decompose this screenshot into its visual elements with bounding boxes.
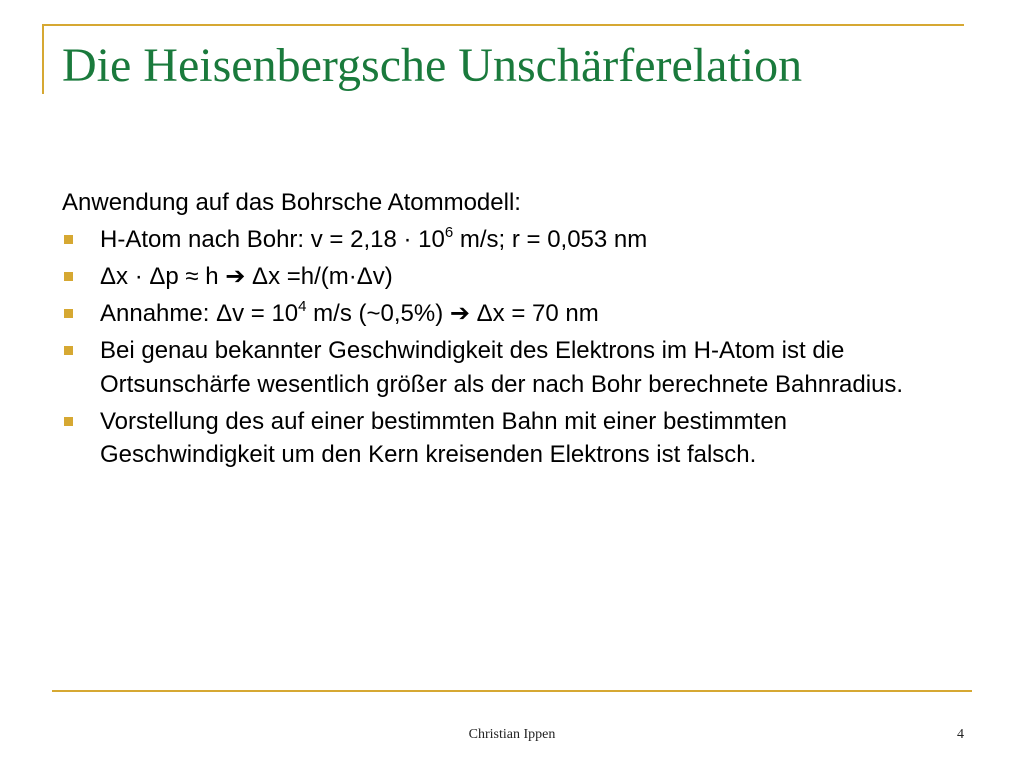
slide-title: Die Heisenbergsche Unschärferelation xyxy=(62,39,803,92)
square-bullet-icon xyxy=(64,272,73,281)
bullet-item xyxy=(62,260,962,293)
slide-content xyxy=(62,186,962,475)
bullet-superscript: 4 xyxy=(298,298,307,316)
square-bullet-icon xyxy=(64,417,73,426)
bullet-text: m/s; r = 0,053 nm xyxy=(453,226,648,254)
bullet-item xyxy=(62,297,962,330)
footer-author: Christian Ippen xyxy=(468,727,556,742)
bullet-text: Δx · Δp ≈ h ➔ Δx =h/(m·Δv) xyxy=(100,263,393,291)
bullet-list xyxy=(62,223,962,471)
square-bullet-icon xyxy=(64,346,73,355)
bullet-text: Vorstellung des auf einer bestimmten Bahn mit einer bestimmten Geschwindigkeit um den Kern kreisenden Elektrons ist falsch. xyxy=(100,407,788,468)
bullet-text: H-Atom nach Bohr: v = 2,18 · 10 xyxy=(100,226,445,254)
bullet-text: m/s (~0,5%) ➔ Δx = 70 nm xyxy=(306,300,599,328)
bullet-item xyxy=(62,405,962,471)
bullet-superscript: 6 xyxy=(444,224,454,242)
bullet-item xyxy=(62,334,962,400)
bullet-text: Bei genau bekannter Geschwindigkeit des Elektrons im H-Atom ist die Ortsunschärfe wesentlich größer als der nach Bohr berechnete Bahnradius. xyxy=(100,337,904,398)
footer-divider xyxy=(52,690,972,692)
page-number: 4 xyxy=(957,727,964,742)
intro-text: Anwendung auf das Bohrsche Atommodell: xyxy=(62,189,521,216)
square-bullet-icon xyxy=(64,309,73,318)
bullet-text: Annahme: Δv = 10 xyxy=(100,300,299,328)
square-bullet-icon xyxy=(64,235,73,244)
frame-left-line xyxy=(42,24,44,94)
bullet-item xyxy=(62,223,962,256)
frame-top-line xyxy=(42,24,964,26)
